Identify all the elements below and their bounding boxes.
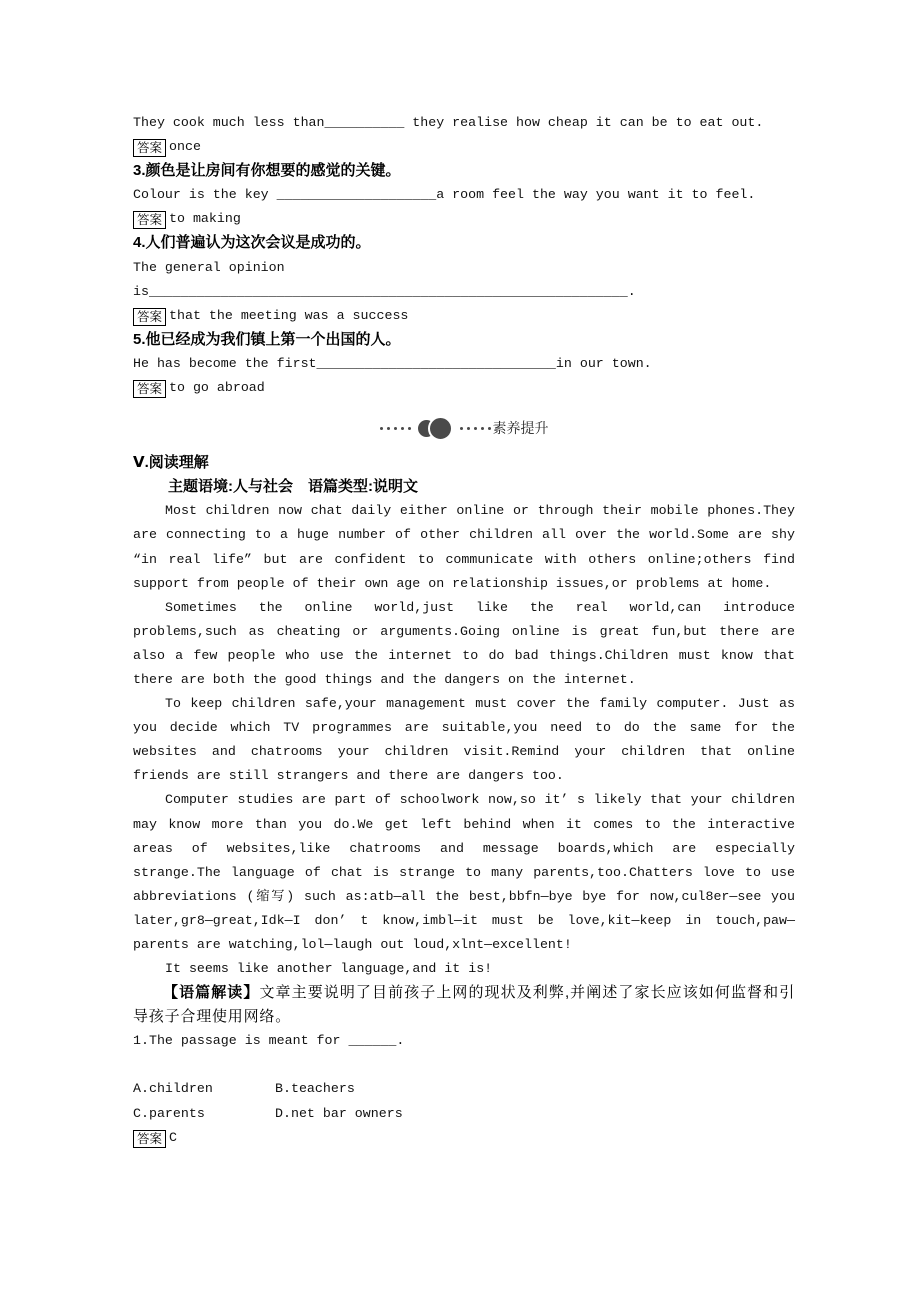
passage-analysis — [133, 981, 795, 1029]
exercise-5-sentence: He has become the first______________________________in our town. — [133, 355, 652, 371]
question-1-answer-row — [133, 1126, 795, 1150]
exercise-2-answer: once — [169, 139, 201, 155]
option-c: C.parents — [133, 1105, 205, 1121]
reading-context-line: 主题语境:人与社会 语篇类型:说明文 — [168, 478, 418, 496]
exercise-4-sentence-line1: The general opinion — [133, 259, 285, 275]
answer-box-label: 答案 — [133, 139, 166, 157]
reading-paragraph-5: It seems like another language,and it is! — [165, 961, 493, 977]
analysis-label: 【语篇解读】 — [163, 984, 260, 1002]
exercise-5-answer-row — [133, 376, 795, 400]
exercise-3-sentence: Colour is the key ____________________a room feel the way you want it to feel. — [133, 187, 756, 203]
reading-question-1: 1.The passage is meant for ______. — [133, 1033, 405, 1049]
answer-box-label: 答案 — [133, 211, 166, 229]
exercise-2-sentence: They cook much less than__________ they realise how cheap it can be to eat out. — [133, 115, 764, 130]
analysis-text: 文章主要说明了目前孩子上网的现状及利弊,并阐述了家长应该如何监督和引导孩子合理使用网络。 — [133, 984, 795, 1026]
answer-box-label: 答案 — [133, 380, 166, 398]
answer-box-label: 答案 — [133, 1130, 166, 1148]
overlapping-circles-icon — [418, 416, 453, 441]
option-a: A.children — [133, 1081, 213, 1097]
exercise-4-answer-row — [133, 304, 795, 328]
exercise-3-answer-row — [133, 207, 795, 231]
page-content — [133, 111, 795, 1150]
exercise-4-sentence-line2: is____________________________________________________________. — [133, 283, 636, 299]
question-1-answer: C — [169, 1129, 177, 1145]
divider-dots-left-icon — [380, 427, 411, 430]
exercise-3-prompt-zh: 3.颜色是让房间有你想要的感觉的关键。 — [133, 162, 401, 180]
exercise-5-answer: to go abroad — [169, 380, 265, 396]
answer-box-label: 答案 — [133, 308, 166, 326]
question-1-options — [133, 1077, 553, 1125]
exercise-2-answer-row — [133, 135, 795, 159]
option-d: D.net bar owners — [275, 1105, 403, 1121]
reading-section-title: Ⅴ.阅读理解 — [133, 454, 209, 472]
exercise-3-answer: to making — [169, 211, 241, 227]
reading-paragraph-3: To keep children safe,your management must cover the family computer. Just as you decide which TV programmes are suitable,you need to do the same for the websites and chatrooms your children visit.Remind your children that online friends are still strangers and there are dangers too. — [133, 696, 795, 784]
exercise-5-prompt-zh: 5.他已经成为我们镇上第一个出国的人。 — [133, 330, 401, 348]
reading-paragraph-1: Most children now chat daily either online or through their mobile phones.They are connecting to a huge number of other children all over the world.Some are shy “in real life” but are confident to communicate with others online;others find support from people of their own age on relationship issues,or problems at home. — [133, 503, 795, 591]
option-b: B.teachers — [275, 1081, 355, 1097]
exercise-4-answer: that the meeting was a success — [169, 307, 409, 323]
divider-label: 素养提升 — [492, 420, 549, 437]
exercise-4-prompt-zh: 4.人们普遍认为这次会议是成功的。 — [133, 234, 371, 252]
divider-dots-right-icon — [460, 427, 491, 430]
reading-paragraph-4: Computer studies are part of schoolwork now,so it’ s likely that your children may know more than you do.We get left behind when it comes to the interactive areas of websites,like chatrooms and message boards,which are especially strange.The language of chat is strange to many parents,too.Chatters love to use abbreviations (缩写) such as:atb—all the best,bbfn—bye bye for now,cul8er—see you later,gr8—great,Idk—I don’ t know,imbl—it must be love,kit—keep in touch,paw—parents are watching,lol—laugh out loud,xlnt—excellent! — [133, 792, 795, 952]
reading-paragraph-2: Sometimes the online world,just like the real world,can introduce problems,such as cheating or arguments.Going online is great fun,but there are also a few people who use the internet to do bad things.Children must know that there are both the good things and the dangers on the internet. — [133, 599, 795, 687]
section-divider — [133, 413, 795, 443]
